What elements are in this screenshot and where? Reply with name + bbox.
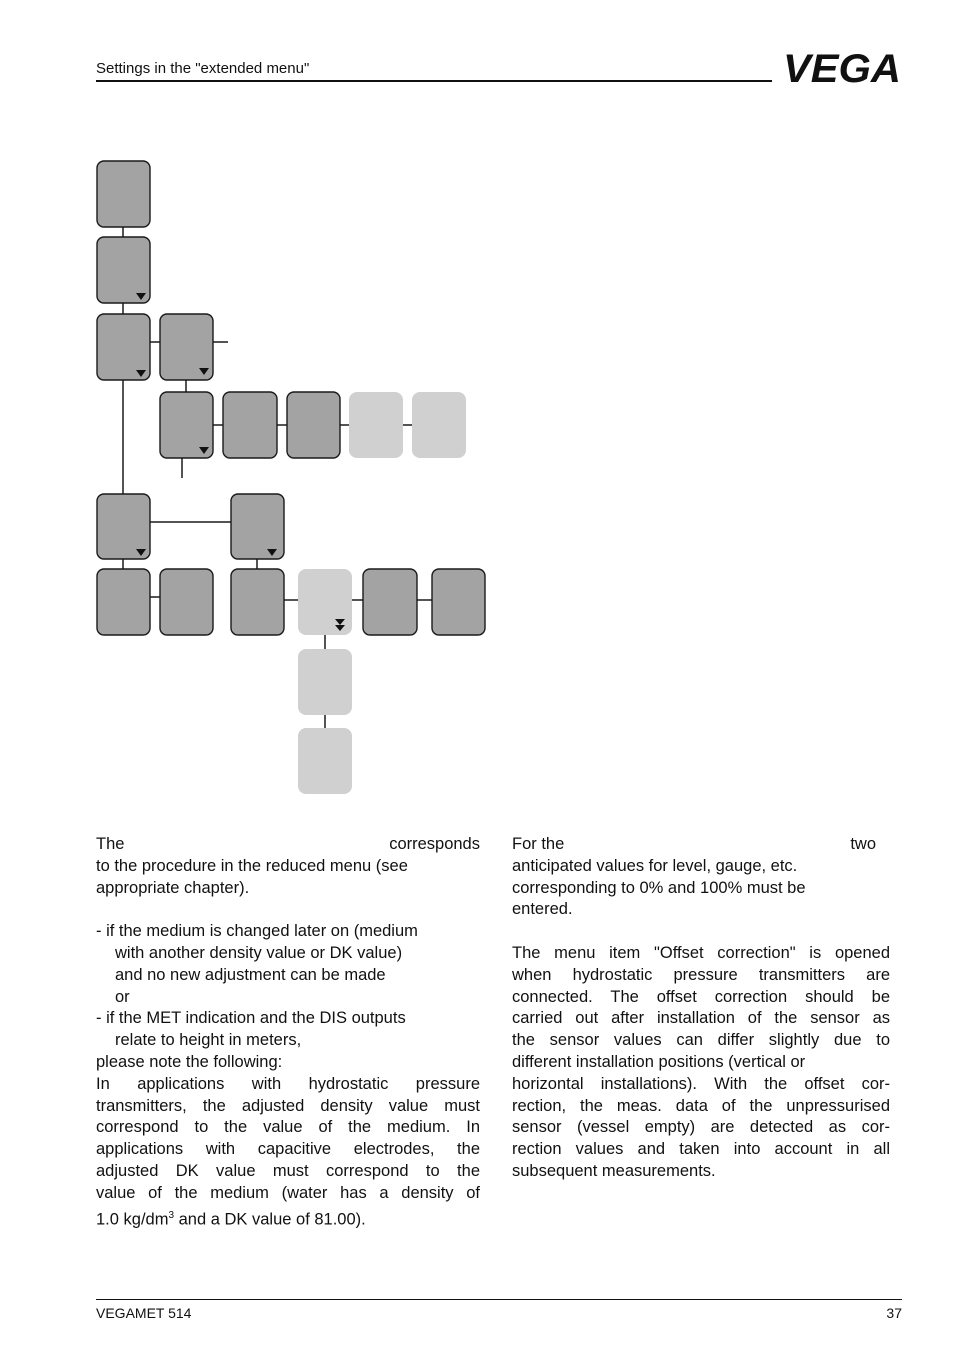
left-intro-the: The [96,835,125,853]
menu-box [160,569,213,635]
right-column [512,834,890,1183]
note-line-8-sup: 3 [168,1209,175,1221]
offset-line-8: rection, the meas. data of the unpressurised [512,1096,890,1115]
right-intro-line-4: entered. [512,900,573,919]
right-intro-line [512,834,876,856]
offset-line-6: different installation positions (vertical or [512,1052,806,1071]
right-intro-line-3: corresponding to 0% and 100% must be [512,878,806,897]
note-line-5: applications with capacitive electrodes, the [96,1140,480,1159]
logo-text: VEGA [783,50,901,84]
right-intro-for-the: For the [512,835,565,853]
menu-box-disabled [298,728,352,794]
page-number: 37 [886,1305,902,1321]
note-line-6: adjusted DK value must correspond to the [96,1161,480,1180]
bullet-1-line-3: and no new adjustment can be made [115,965,386,984]
footer-product: VEGAMET 514 [96,1305,192,1321]
note-line-8-b: and a DK value of 81.00). [174,1210,366,1229]
offset-line-5: the sensor values can differ slightly due to [512,1031,890,1050]
offset-line-9: sensor (vessel empty) are detected as cor- [512,1118,890,1137]
offset-line-7: horizontal installations). With the offset cor- [512,1074,890,1093]
right-intro-two: two [850,835,876,853]
footer-rule [96,1299,902,1300]
note-line-1: please note the following: [96,1052,283,1071]
offset-line-10: rection values and taken into account in all [512,1140,890,1159]
note-line-8 [96,1205,480,1231]
menu-box [363,569,417,635]
note-line-8-a: 1.0 kg/dm [96,1210,169,1229]
left-intro-corresponds: corresponds [389,835,480,853]
menu-box [223,392,277,458]
offset-line-3: connected. The offset correction should be [512,987,890,1006]
menu-box [231,569,284,635]
offset-line-4: carried out after installation of the sensor as [512,1009,890,1028]
bullet-1-line-2: with another density value or DK value) [115,943,403,962]
menu-box-disabled [412,392,466,458]
offset-line-1: The menu item "Offset correction" is opened [512,943,890,962]
offset-line-2: when hydrostatic pressure transmitters are [512,965,890,984]
menu-box-disabled [349,392,403,458]
note-line-3: transmitters, the adjusted density value must [96,1096,480,1115]
offset-line-11: subsequent measurements. [512,1161,716,1180]
left-intro-line [96,834,480,856]
note-line-7: value of the medium (water has a density of [96,1183,480,1202]
right-intro-line-2: anticipated values for level, gauge, etc. [512,856,798,875]
left-column [96,834,480,1231]
section-title: Settings in the "extended menu" [96,60,310,77]
menu-box [97,569,150,635]
bullet-2-line-2: relate to height in meters, [115,1031,302,1050]
left-intro-line-2: to the procedure in the reduced menu (see [96,856,408,875]
menu-box [287,392,340,458]
menu-box-disabled [298,649,352,715]
bullet-1-line-1: - if the medium is changed later on (medium [96,922,418,941]
bullet-2-line-1: - if the MET indication and the DIS outputs [96,1009,406,1028]
left-intro-line-3: appropriate chapter). [96,878,250,897]
menu-box [97,161,150,227]
bullet-1-line-4: or [115,987,130,1006]
note-line-2: In applications with hydrostatic pressure [96,1074,480,1093]
note-line-4: correspond to the value of the medium. In [96,1118,480,1137]
menu-box [432,569,485,635]
